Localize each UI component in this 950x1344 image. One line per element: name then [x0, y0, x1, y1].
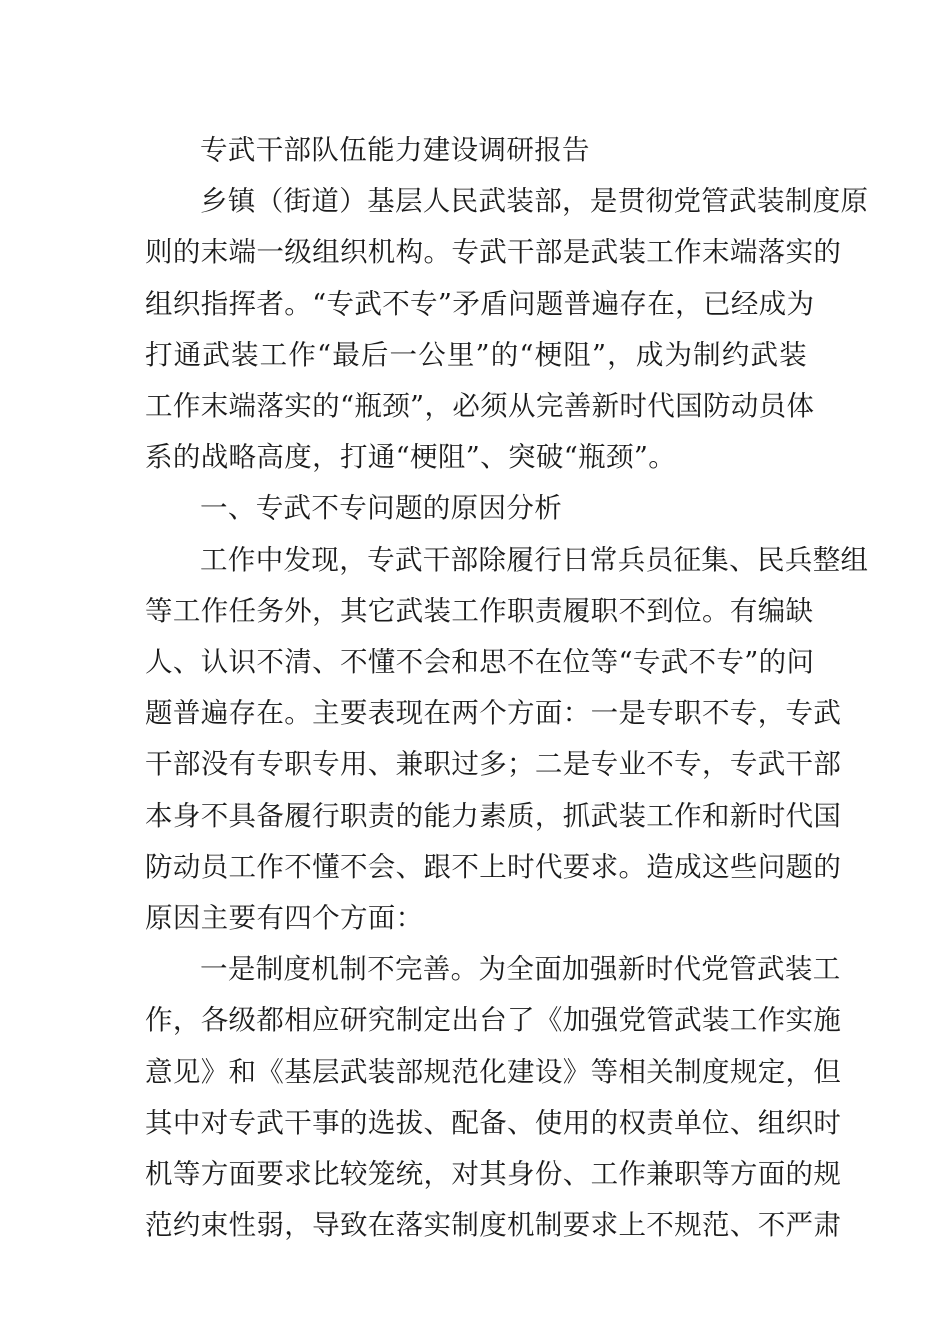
- text-line: 则的末端一级组织机构。专武干部是武装工作末端落实的: [145, 236, 842, 269]
- paragraph-analysis: [145, 535, 869, 945]
- text-line: 范约束性弱，导致在落实制度机制要求上不规范、不严肃: [145, 1209, 842, 1242]
- text-line: 工作中发现，专武干部除履行日常兵员征集、民兵整组: [200, 543, 869, 576]
- section-heading: [145, 483, 807, 534]
- title-line: 专武干部队伍能力建设调研报告: [200, 134, 590, 166]
- text-line: 意见》和《基层武装部规范化建设》等相关制度规定，但: [145, 1055, 842, 1088]
- text-line: 机等方面要求比较笼统，对其身份、工作兼职等方面的规: [145, 1158, 842, 1191]
- document-body: [145, 125, 869, 1251]
- heading-line: 一、专武不专问题的原因分析: [200, 492, 563, 525]
- text-line: 防动员工作不懂不会、跟不上时代要求。造成这些问题的: [145, 850, 842, 883]
- text-line: 乡镇（街道）基层人民武装部，是贯彻党管武装制度原: [200, 185, 869, 218]
- text-line: 系的战略高度，打通“梗阻”、突破“瓶颈”。: [145, 441, 677, 474]
- text-line: 本身不具备履行职责的能力素质，抓武装工作和新时代国: [145, 799, 842, 832]
- text-line: 原因主要有四个方面：: [145, 902, 424, 935]
- text-line: 等工作任务外，其它武装工作职责履职不到位。有编缺: [145, 594, 814, 627]
- paragraph-reason-one: [145, 944, 842, 1251]
- text-line: 人、认识不清、不懂不会和思不在位等“专武不专”的问: [145, 646, 815, 679]
- text-line: 其中对专武干事的选拔、配备、使用的权责单位、组织时: [145, 1106, 842, 1139]
- text-line: 打通武装工作“最后一公里”的“梗阻”，成为制约武装: [145, 338, 807, 371]
- text-line: 工作末端落实的“瓶颈”，必须从完善新时代国防动员体: [145, 390, 815, 423]
- paragraph-intro: [145, 176, 869, 483]
- text-line: 干部没有专职专用、兼职过多；二是专业不专，专武干部: [145, 748, 842, 781]
- text-line: 组织指挥者。“专武不专”矛盾问题普遍存在，已经成为: [145, 287, 815, 320]
- document-title: [145, 125, 807, 176]
- text-line: 题普遍存在。主要表现在两个方面：一是专职不专，专武: [145, 697, 842, 730]
- text-line: 一是制度机制不完善。为全面加强新时代党管武装工: [200, 953, 841, 986]
- text-line: 作，各级都相应研究制定出台了《加强党管武装工作实施: [145, 1004, 842, 1037]
